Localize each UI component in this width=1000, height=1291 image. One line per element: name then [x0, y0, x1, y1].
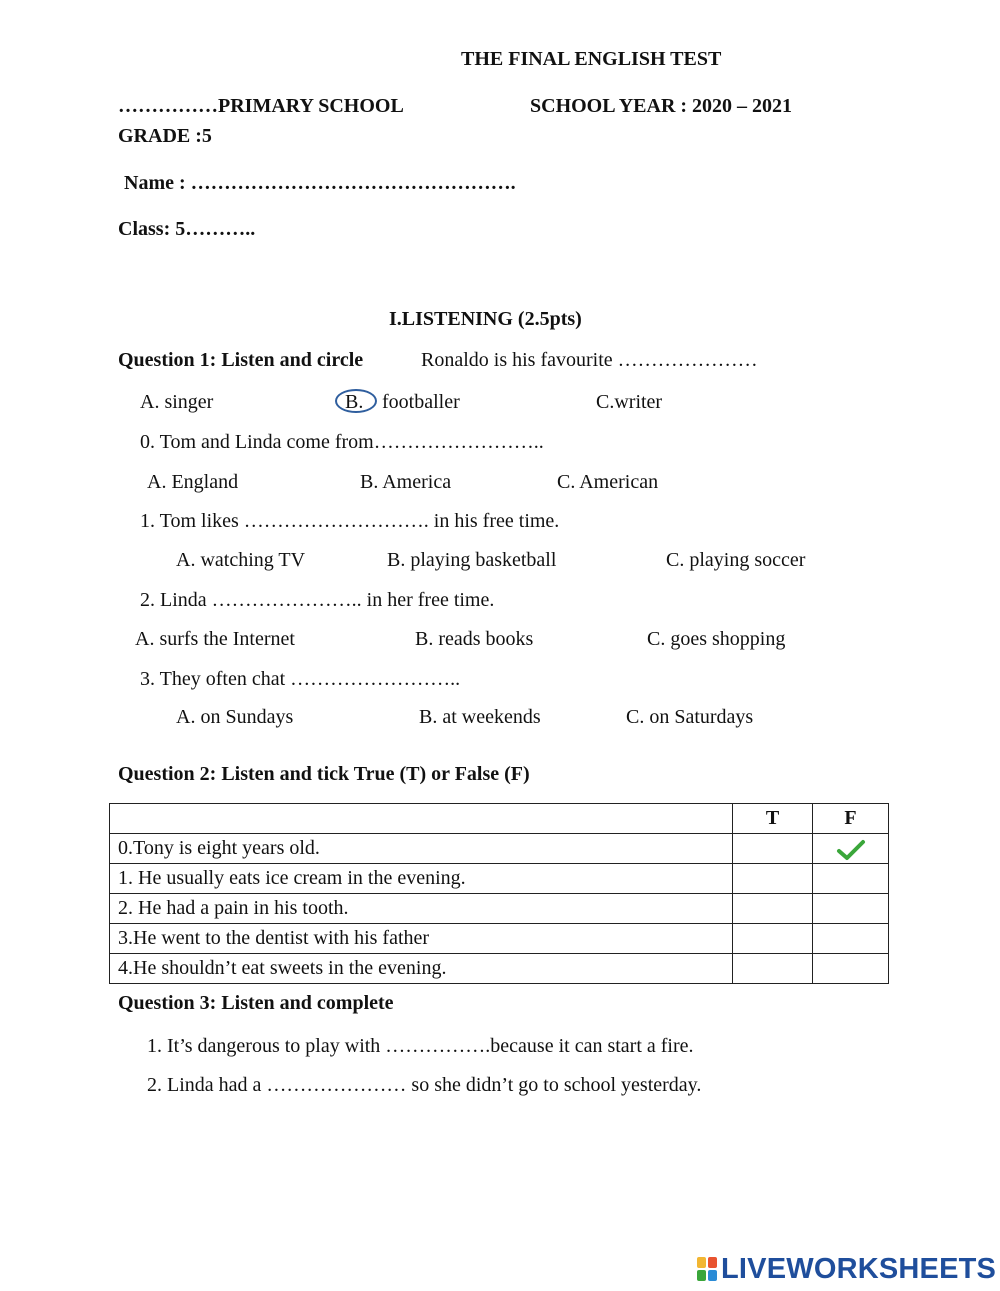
question-1-item-2-option-a[interactable]: A. surfs the Internet: [135, 628, 295, 650]
question-3-label: Question 3: Listen and complete: [118, 992, 394, 1014]
liveworksheets-logo: [697, 1254, 996, 1284]
tick-cell-t-3[interactable]: [733, 924, 813, 954]
answer-circle: [335, 389, 377, 413]
tick-cell-f-4[interactable]: [813, 954, 889, 984]
section-title-listening: I.LISTENING (2.5pts): [389, 308, 582, 330]
table-header-blank: [110, 804, 733, 834]
question-3-item-1[interactable]: 1. It’s dangerous to play with …………….because it can start a fire.: [147, 1035, 694, 1057]
question-1-label: Question 1: Listen and circle: [118, 349, 364, 371]
checkmark-icon: [836, 839, 866, 861]
test-title: THE FINAL ENGLISH TEST: [461, 48, 722, 70]
table-row: [110, 894, 889, 924]
statement-4: 4.He shouldn’t eat sweets in the evening.: [110, 954, 733, 984]
question-1-item-0-stem: 0. Tom and Linda come from……………………..: [140, 431, 544, 453]
question-1-item-3-option-a[interactable]: A. on Sundays: [176, 706, 294, 728]
table-row: [110, 924, 889, 954]
table-row: [110, 954, 889, 984]
tick-cell-t-2[interactable]: [733, 894, 813, 924]
tick-cell-f-1[interactable]: [813, 864, 889, 894]
example-option-b-text: footballer: [382, 391, 460, 413]
table-row: [110, 834, 889, 864]
question-1-item-1-option-c[interactable]: C. playing soccer: [666, 549, 806, 571]
example-option-b[interactable]: [345, 391, 363, 414]
table-row: [110, 864, 889, 894]
column-header-true: T: [733, 804, 813, 834]
question-1-item-2-option-c[interactable]: C. goes shopping: [647, 628, 786, 650]
example-option-b-letter: B.: [345, 391, 364, 413]
class-line: Class: 5………..: [118, 218, 256, 240]
column-header-false: F: [813, 804, 889, 834]
statement-2: 2. He had a pain in his tooth.: [110, 894, 733, 924]
question-1-example-stem: Ronaldo is his favourite …………………: [421, 349, 758, 371]
example-option-c[interactable]: C.writer: [596, 391, 663, 413]
question-1-item-2-option-b[interactable]: B. reads books: [415, 628, 534, 650]
grade: GRADE :5: [118, 125, 212, 147]
tick-cell-t-1[interactable]: [733, 864, 813, 894]
logo-blocks-icon: [697, 1257, 717, 1281]
question-1-item-3-option-b[interactable]: B. at weekends: [419, 706, 541, 728]
school-year: SCHOOL YEAR : 2020 – 2021: [530, 95, 793, 117]
statement-0: 0.Tony is eight years old.: [110, 834, 733, 864]
school-name: ……………PRIMARY SCHOOL: [118, 95, 404, 117]
logo-text: LIVEWORKSHEETS: [721, 1252, 997, 1285]
true-false-table: [109, 803, 889, 984]
statement-3: 3.He went to the dentist with his father: [110, 924, 733, 954]
tick-cell-t-4[interactable]: [733, 954, 813, 984]
question-1-item-1-stem: 1. Tom likes ………………………. in his free time.: [140, 510, 560, 532]
tick-cell-f-3[interactable]: [813, 924, 889, 954]
question-1-item-0-option-b[interactable]: B. America: [360, 471, 452, 493]
question-1-item-0-option-c[interactable]: C. American: [557, 471, 659, 493]
question-2-label: Question 2: Listen and tick True (T) or False (F): [118, 763, 530, 785]
question-3-item-2[interactable]: 2. Linda had a ………………… so she didn’t go to school yesterday.: [147, 1074, 702, 1096]
tick-cell-t-0[interactable]: [733, 834, 813, 864]
example-option-a[interactable]: A. singer: [140, 391, 214, 413]
question-1-item-3-option-c[interactable]: C. on Saturdays: [626, 706, 754, 728]
student-name-line: Name : ………………………………………….: [124, 172, 516, 194]
statement-1: 1. He usually eats ice cream in the evening.: [110, 864, 733, 894]
tick-cell-f-2[interactable]: [813, 894, 889, 924]
question-1-item-1-option-b[interactable]: B. playing basketball: [387, 549, 557, 571]
question-1-item-0-option-a[interactable]: A. England: [147, 471, 239, 493]
question-1-item-1-option-a[interactable]: A. watching TV: [176, 549, 306, 571]
question-1-item-2-stem: 2. Linda ………………….. in her free time.: [140, 589, 495, 611]
tick-cell-f-0[interactable]: [813, 834, 889, 864]
question-1-item-3-stem: 3. They often chat ……………………..: [140, 668, 461, 690]
table-header-row: [110, 804, 889, 834]
